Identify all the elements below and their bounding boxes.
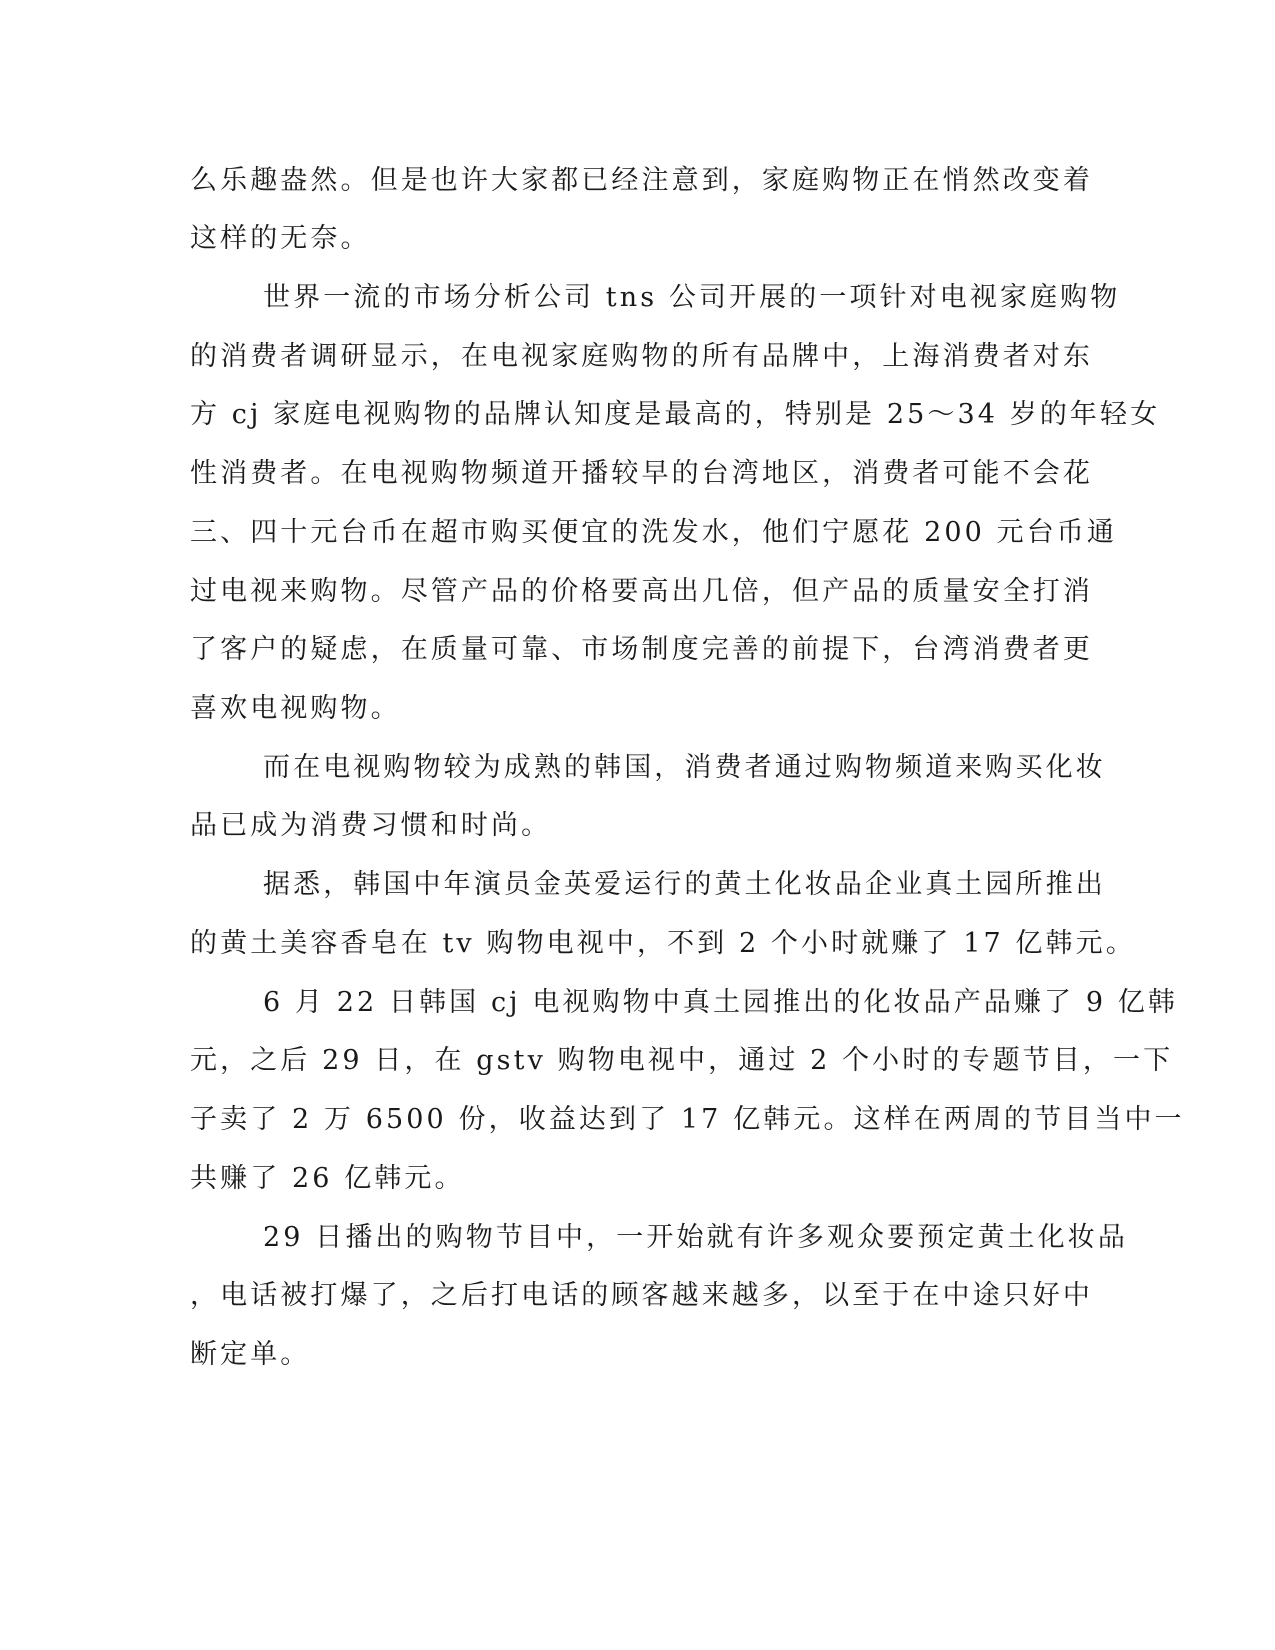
text-line: ，电话被打爆了，之后打电话的顾客越来越多，以至于在中途只好中 [190, 1280, 1093, 1311]
text-line: 三、四十元台币在超市购买便宜的洗发水，他们宁愿花 200 元台币通 [190, 517, 1117, 548]
text-line: 喜欢电视购物。 [190, 693, 401, 724]
text-line: 断定单。 [190, 1339, 311, 1370]
paragraph-first-line: 29 日播出的购物节目中，一开始就有许多观众要预定黄土化妆品 [263, 1222, 1128, 1253]
text-line: 品已成为消费习惯和时尚。 [190, 810, 552, 841]
text-line: 的消费者调研显示，在电视家庭购物的所有品牌中，上海消费者对东 [190, 341, 1093, 372]
text-line: 的黄土美容香皂在 tv 购物电视中，不到 2 个小时就赚了 17 亿韩元。 [190, 928, 1136, 959]
text-line: 了客户的疑虑，在质量可靠、市场制度完善的前提下，台湾消费者更 [190, 634, 1093, 665]
text-line: 子卖了 2 万 6500 份，收益达到了 17 亿韩元。这样在两周的节目当中一 [190, 1104, 1185, 1135]
text-line: 元，之后 29 日，在 gstv 购物电视中，通过 2 个小时的专题节目，一下 [190, 1045, 1174, 1076]
text-line: 这样的无奈。 [190, 223, 371, 254]
text-line: 性消费者。在电视购物频道开播较早的台湾地区，消费者可能不会花 [190, 458, 1093, 489]
text-line: 共赚了 26 亿韩元。 [190, 1163, 465, 1194]
text-line: 过电视来购物。尽管产品的价格要高出几倍，但产品的质量安全打消 [190, 576, 1093, 607]
paragraph-first-line: 而在电视购物较为成熟的韩国，消费者通过购物频道来购买化妆 [263, 752, 1106, 783]
text-line: 么乐趣盎然。但是也许大家都已经注意到，家庭购物正在悄然改变着 [190, 165, 1093, 196]
paragraph-first-line: 世界一流的市场分析公司 tns 公司开展的一项针对电视家庭购物 [263, 282, 1121, 313]
text-line: 方 cj 家庭电视购物的品牌认知度是最高的，特别是 25～34 岁的年轻女 [190, 399, 1161, 430]
paragraph-first-line: 6 月 22 日韩国 cj 电视购物中真土园推出的化妆品产品赚了 9 亿韩 [263, 987, 1178, 1018]
paragraph-first-line: 据悉，韩国中年演员金英爱运行的黄土化妆品企业真土园所推出 [263, 869, 1106, 900]
